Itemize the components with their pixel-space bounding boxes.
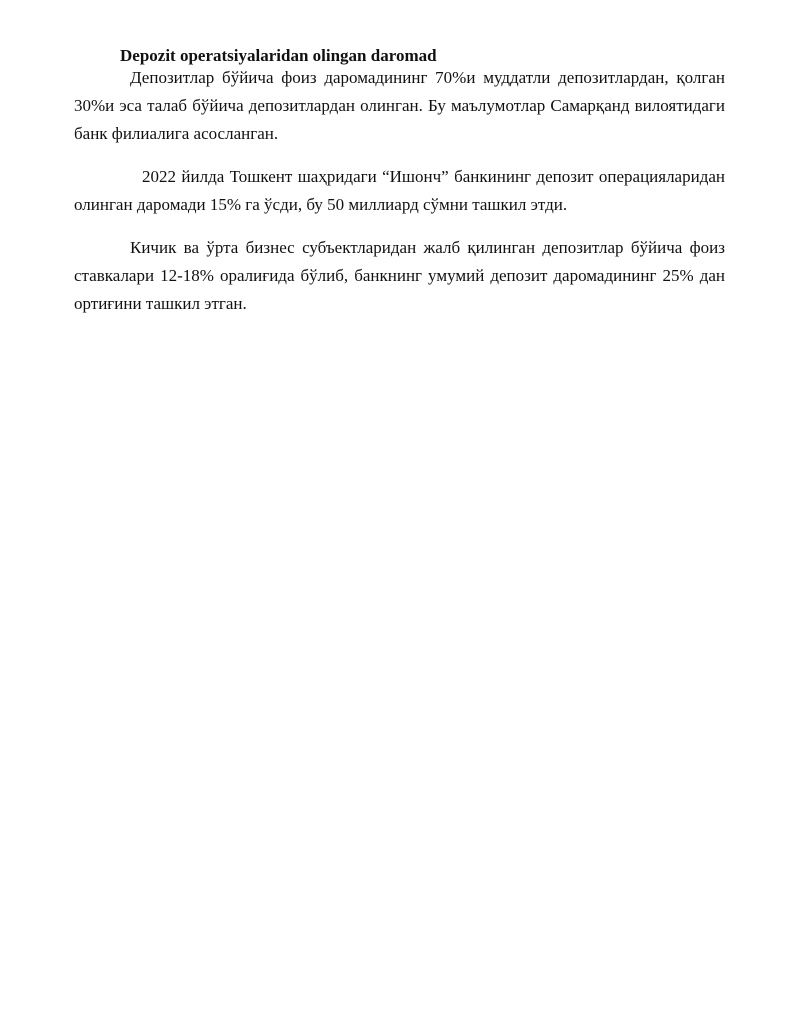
document-heading: Depozit operatsiyalaridan olingan daromad xyxy=(120,46,437,65)
paragraph-sme-deposit-rates: Кичик ва ўрта бизнес субъектларидан жалб қилинган депозитлар бўйича фоиз ставкалари 12-18% оралиғида бўлиб, банкнинг умумий депозит даромадининг 25% дан ортиғини ташкил этган. xyxy=(74,238,725,313)
paragraph-interest-income: Депозитлар бўйича фоиз даромадининг 70%и муддатли депозитлардан, қолган 30%и эса талаб бўйича депозитлардан олинган. Бу маълумотлар Самарқанд вилоятидаги банк филиалига асосланган. xyxy=(74,68,725,143)
paragraph-bank-income-growth: 2022 йилда Тошкент шаҳридаги “Ишонч” банкининг депозит операцияларидан олинган даромади 15% га ўсди, бу 50 миллиард сўмни ташкил этди. xyxy=(74,167,725,214)
document-body xyxy=(74,44,725,318)
